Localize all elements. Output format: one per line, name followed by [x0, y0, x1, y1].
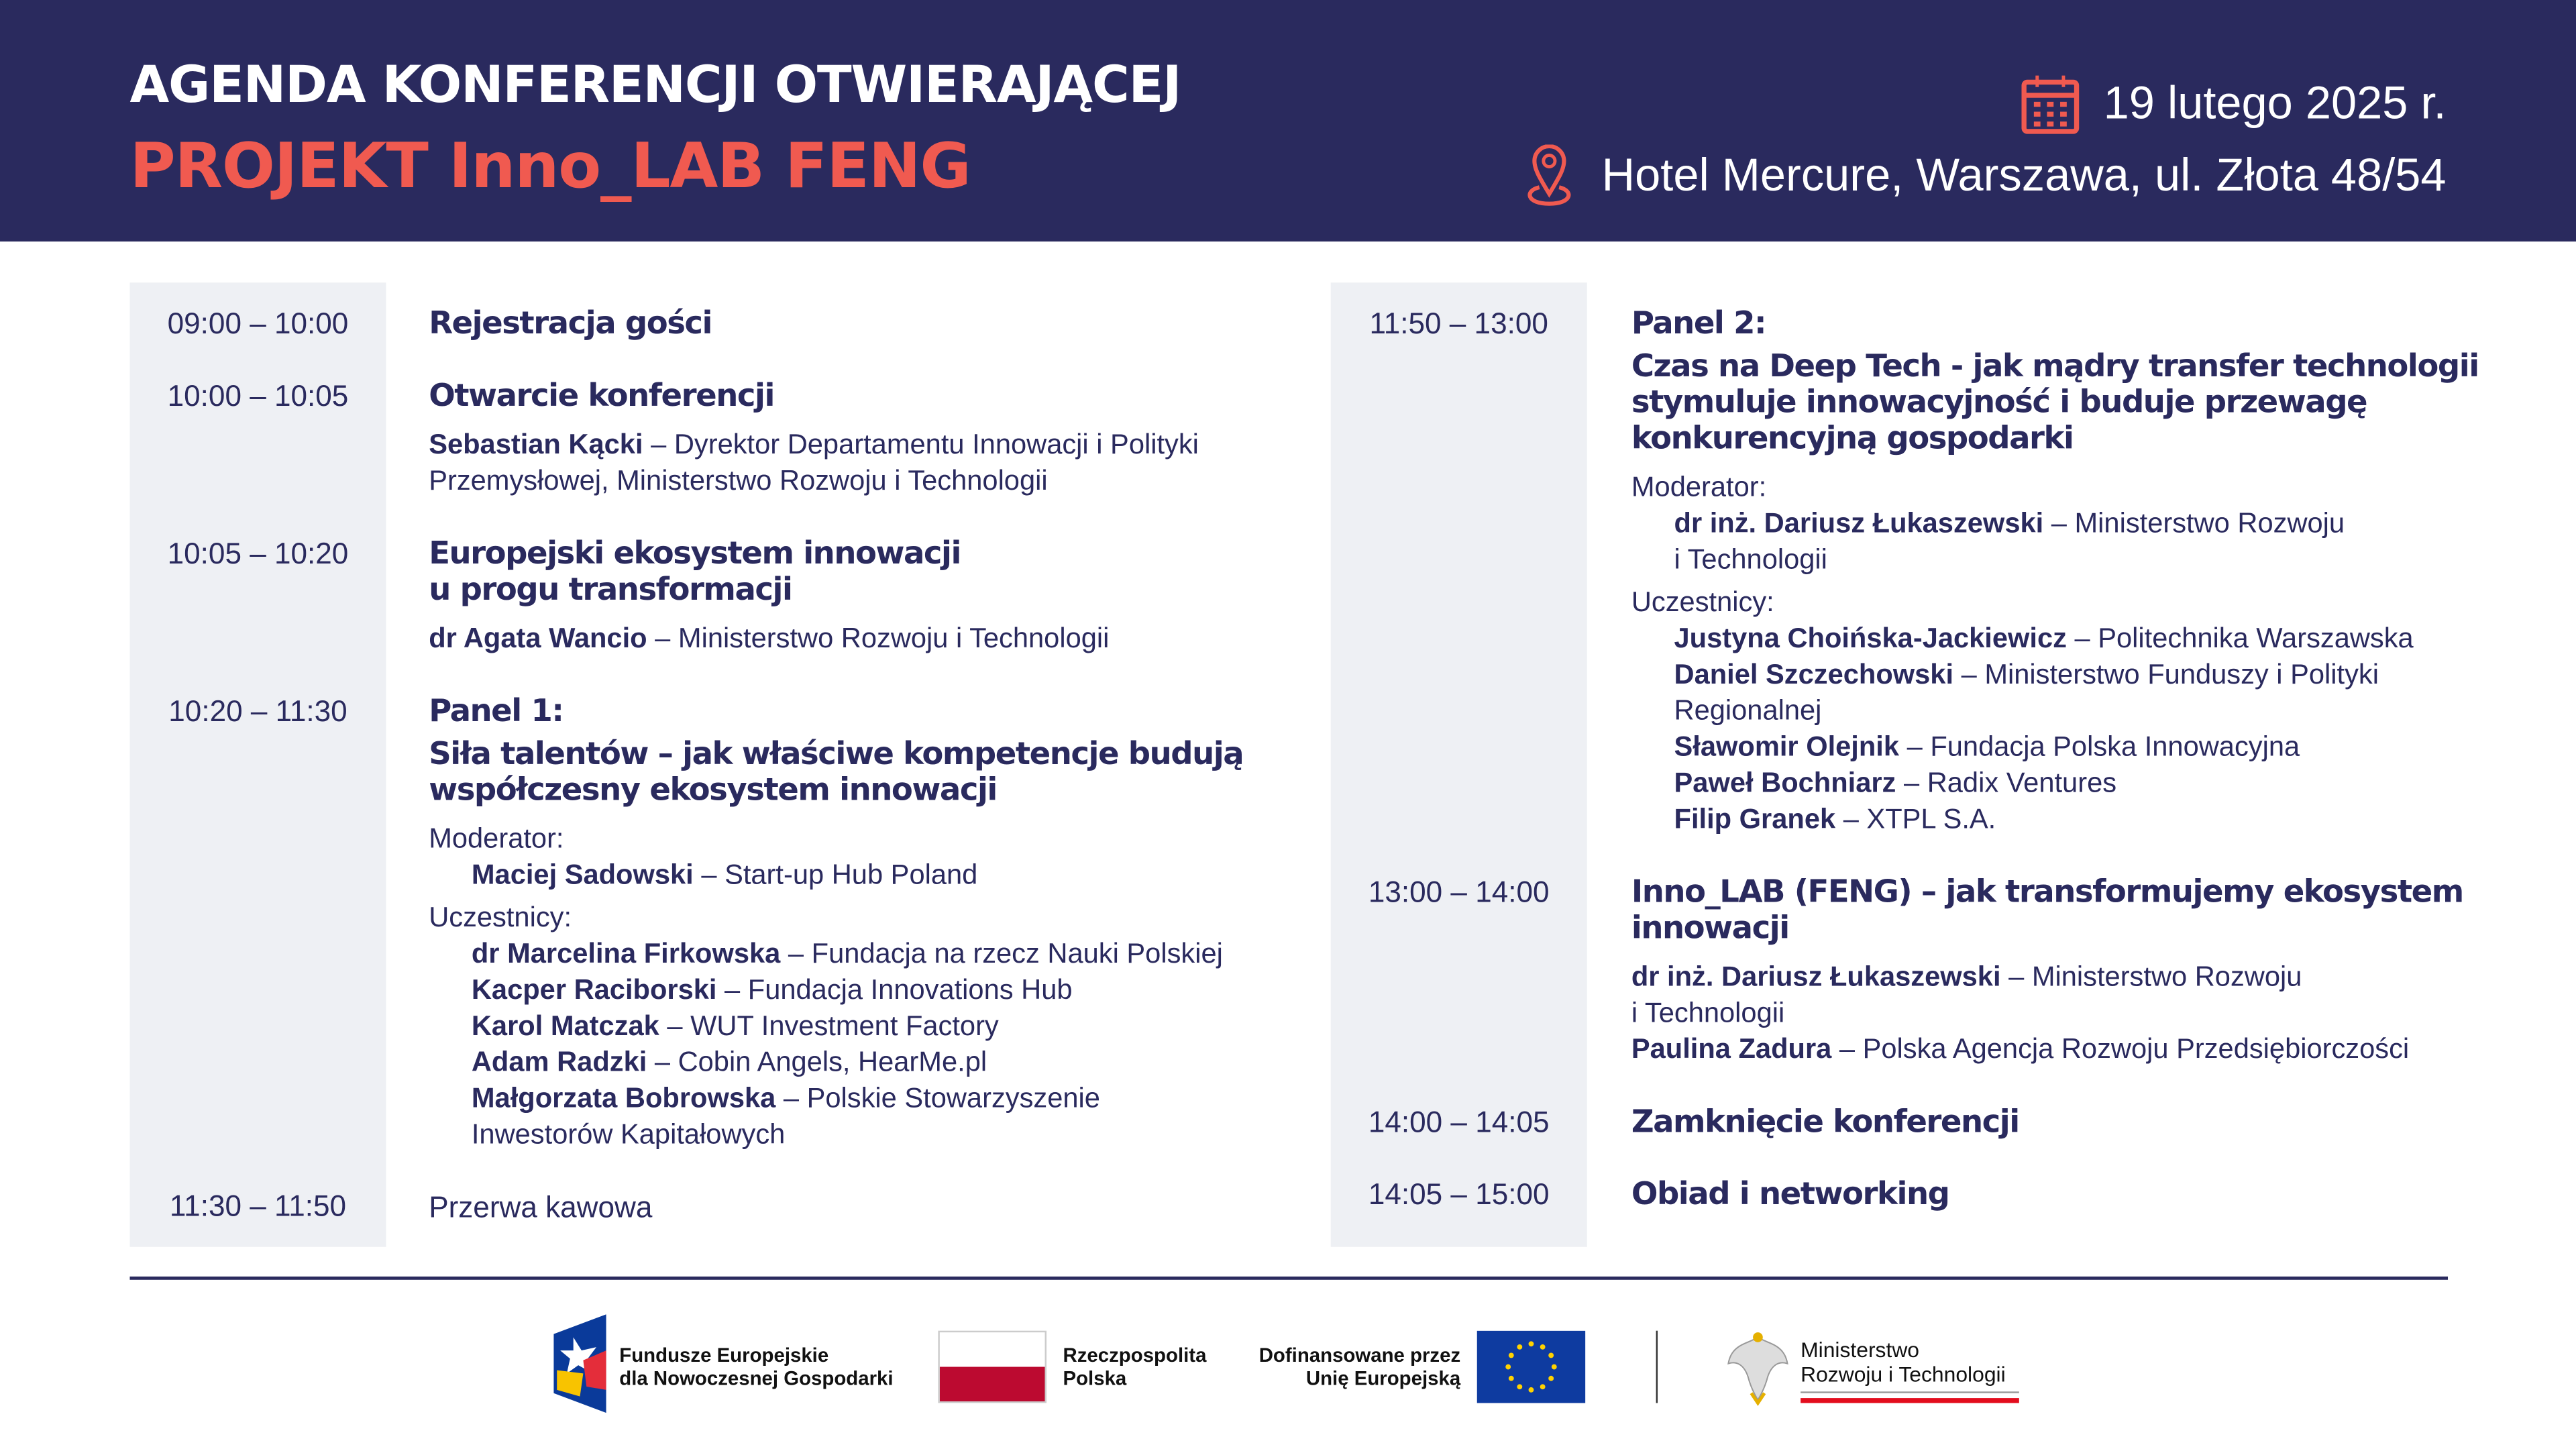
item-title: Siła talentów – jak właściwe kompetencje budują	[429, 736, 1244, 773]
participant-affiliation: – WUT Investment Factory	[659, 1010, 999, 1042]
agenda-item	[429, 378, 1199, 499]
agenda-item	[1631, 874, 2463, 1068]
participant-affiliation: Inwestorów Kapitałowych	[471, 1118, 786, 1150]
rp-line: Polska	[1063, 1366, 1127, 1390]
participant	[429, 936, 1243, 973]
eu-line: Unię Europejską	[1305, 1366, 1461, 1390]
panel-label: Panel 2:	[1631, 305, 1766, 342]
agenda-item	[429, 693, 1243, 1153]
participant-name: Filip Granek	[1674, 803, 1836, 835]
item-title: innowacji	[1631, 910, 1789, 947]
item-title: Zamknięcie konferencji	[1631, 1104, 2019, 1140]
speaker-affiliation: i Technologii	[1631, 997, 1785, 1029]
mrit-line: Ministerstwo	[1801, 1337, 1920, 1362]
eu-logo-text	[1232, 1344, 1460, 1390]
time-slot: 14:00 – 14:05	[1368, 1106, 1550, 1139]
polish-flag-icon	[938, 1331, 1046, 1403]
eu-star-icon	[1529, 1341, 1534, 1346]
participant-affiliation: – Radix Ventures	[1896, 767, 2117, 799]
participant-affiliation: – Politechnika Warszawska	[2066, 623, 2414, 654]
participant-affiliation: – Fundacja Polska Innowacyjna	[1899, 731, 2300, 763]
time-slot: 14:05 – 15:00	[1368, 1177, 1550, 1211]
item-title: Otwarcie konferencji	[429, 378, 774, 415]
moderator-name: Maciej Sadowski	[471, 859, 694, 891]
time-slot: 10:05 – 10:20	[167, 537, 349, 570]
item-title: Obiad i networking	[1631, 1176, 1949, 1213]
time-slot: 13:00 – 14:00	[1368, 875, 1550, 909]
moderator-affiliation: i Technologii	[1674, 543, 1827, 576]
mrit-grey-bar	[1801, 1391, 2019, 1393]
rp-line: Rzeczpospolita	[1063, 1344, 1207, 1367]
eu-star-icon	[1540, 1384, 1546, 1389]
speaker-name: Sebastian Kącki	[429, 429, 643, 460]
participant	[429, 1045, 1243, 1081]
fe-logo-icon	[553, 1314, 606, 1413]
date-text: 19 lutego 2025 r.	[2103, 77, 2447, 129]
moderator-name: dr inż. Dariusz Łukaszewski	[1674, 507, 2044, 539]
agenda-item	[1631, 1104, 2019, 1140]
speaker-affiliation: – Ministerstwo Rozwoju	[2000, 961, 2302, 993]
participant-name: Daniel Szczechowski	[1674, 659, 1954, 690]
participant-name: Sławomir Olejnik	[1674, 731, 1900, 763]
event-location	[1519, 145, 2446, 207]
panel-label: Panel 1:	[429, 693, 564, 730]
item-title: współczesny ekosystem innowacji	[429, 772, 997, 808]
eu-flag-icon	[1477, 1331, 1586, 1403]
speaker-affiliation: – Polska Agencja Rozwoju Przedsiębiorczości	[1831, 1033, 2410, 1065]
speaker-name: dr inż. Dariusz Łukaszewski	[1631, 961, 2001, 993]
time-column-right	[1331, 282, 1587, 1247]
participant	[1631, 802, 2479, 838]
fe-line: Fundusze Europejskie	[619, 1344, 829, 1367]
participant-affiliation: – Fundacja na rzecz Nauki Polskiej	[780, 938, 1223, 969]
time-slot: 10:00 – 10:05	[167, 379, 349, 413]
eu-star-icon	[1529, 1387, 1534, 1393]
time-slot: 09:00 – 10:00	[167, 307, 349, 340]
time-slot: 10:20 – 11:30	[168, 694, 347, 728]
participant	[429, 1009, 1243, 1045]
item-title: stymuluje innowacyjność i buduje przewagę	[1631, 384, 2367, 421]
mrit-line: Rozwoju i Technologii	[1801, 1362, 2006, 1387]
moderator-label: Moderator:	[1631, 471, 1767, 503]
agenda-item	[429, 306, 712, 342]
time-column-left	[129, 282, 386, 1247]
participant-affiliation: Regionalnej	[1674, 694, 1822, 727]
fe-logo-text	[619, 1344, 893, 1390]
rp-logo-text	[1063, 1344, 1207, 1390]
item-title: Czas na Deep Tech - jak mądry transfer technologii	[1631, 348, 2479, 385]
time-slot: 11:50 – 13:00	[1369, 307, 1548, 340]
moderator-affiliation: – Start-up Hub Poland	[693, 859, 978, 891]
item-title: Inno_LAB (FENG) – jak transformujemy ekosystem	[1631, 873, 2463, 910]
header	[0, 0, 2576, 241]
speaker-affiliation: Przemysłowej, Ministerstwo Rozwoju i Technologii	[429, 465, 1048, 496]
item-title: Rejestracja gości	[429, 305, 712, 342]
mrit-red-bar	[1801, 1398, 2019, 1403]
speaker-affiliation: – Dyrektor Departamentu Innowacji i Polityki	[643, 429, 1199, 460]
eu-star-icon	[1548, 1376, 1554, 1381]
event-date	[2021, 72, 2446, 135]
participants-label: Uczestnicy:	[429, 902, 572, 934]
speaker-name: dr Agata Wancio	[429, 623, 647, 654]
eu-line: Dofinansowane przez	[1258, 1344, 1461, 1367]
fe-line: dla Nowoczesnej Gospodarki	[619, 1366, 894, 1390]
agenda-item	[429, 535, 1109, 657]
eu-star-icon	[1505, 1364, 1511, 1370]
item-title: u progu transformacji	[429, 572, 792, 608]
item-title: Europejski ekosystem innowacji	[429, 535, 961, 572]
participant	[429, 1081, 1243, 1117]
page-title: AGENDA KONFERENCJI OTWIERAJĄCEJ	[129, 56, 1181, 115]
participant	[1631, 765, 2479, 802]
eu-star-icon	[1509, 1376, 1514, 1381]
agenda-item	[1631, 306, 2479, 838]
eu-star-icon	[1548, 1353, 1554, 1358]
participant-affiliation: – Fundacja Innovations Hub	[716, 974, 1073, 1006]
agenda-item	[1631, 1176, 1949, 1212]
item-title: konkurencyjną gospodarki	[1631, 420, 2074, 457]
eu-star-icon	[1509, 1353, 1514, 1358]
participants-label: Uczestnicy:	[1631, 586, 1774, 618]
polish-eagle-icon	[1725, 1328, 1790, 1407]
participant-affiliation: – Ministerstwo Funduszy i Polityki	[1953, 659, 2379, 690]
page-subtitle: PROJEKT Inno_LAB FENG	[129, 129, 971, 203]
eu-star-icon	[1517, 1344, 1522, 1350]
participant-affiliation: – Polskie Stowarzyszenie	[775, 1082, 1100, 1114]
participant-affiliation: – XTPL S.A.	[1835, 803, 1996, 835]
participant-affiliation: – Cobin Angels, HearMe.pl	[647, 1046, 987, 1078]
participant-name: Adam Radzki	[471, 1046, 647, 1078]
participant	[1631, 729, 2479, 765]
footer-divider	[129, 1277, 2448, 1280]
speaker-name: Paulina Zadura	[1631, 1033, 1832, 1065]
calendar-icon	[2021, 72, 2080, 135]
participant-name: Paweł Bochniarz	[1674, 767, 1896, 799]
moderator-affiliation: – Ministerstwo Rozwoju	[2043, 507, 2345, 539]
participant-name: Małgorzata Bobrowska	[471, 1082, 776, 1114]
agenda-item: Przerwa kawowa	[429, 1191, 653, 1224]
location-pin-icon	[1519, 145, 1578, 207]
participant	[1631, 657, 2479, 694]
location-text: Hotel Mercure, Warszawa, ul. Złota 48/54	[1601, 149, 2447, 201]
eu-star-icon	[1517, 1384, 1522, 1389]
eu-star-icon	[1552, 1364, 1557, 1370]
participant-name: Kacper Raciborski	[471, 974, 717, 1006]
speaker-affiliation: – Ministerstwo Rozwoju i Technologii	[647, 623, 1110, 654]
logo-separator	[1656, 1331, 1658, 1403]
participant-name: dr Marcelina Firkowska	[471, 938, 781, 969]
participant-name: Justyna Choińska-Jackiewicz	[1674, 623, 2067, 654]
participant	[429, 973, 1243, 1009]
time-slot: 11:30 – 11:50	[169, 1189, 347, 1223]
participant-name: Karol Matczak	[471, 1010, 659, 1042]
moderator-label: Moderator:	[429, 822, 564, 855]
mrit-logo-text	[1801, 1337, 2006, 1386]
eu-star-icon	[1540, 1344, 1546, 1350]
participant	[1631, 621, 2479, 657]
